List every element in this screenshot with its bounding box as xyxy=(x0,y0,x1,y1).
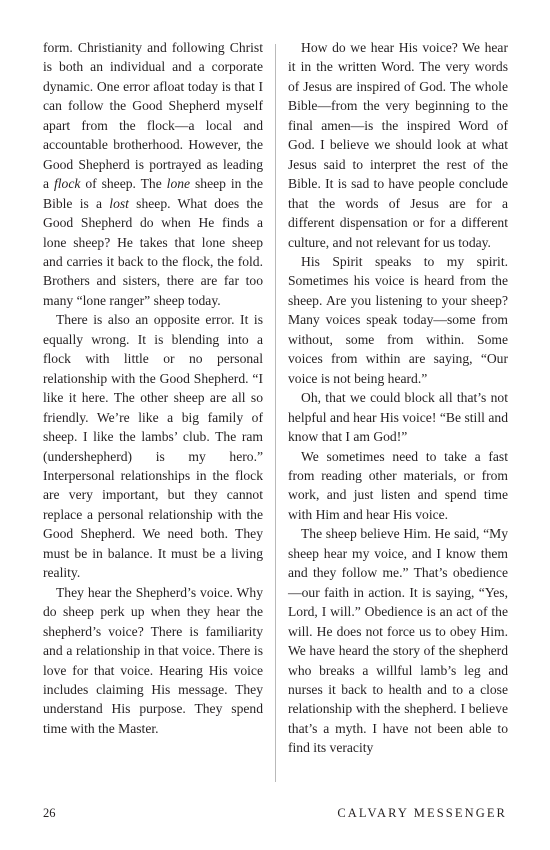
paragraph: They hear the Shepherd’s voice. Why do sheep perk up when they hear the shepherd’s voice? There is familiarity and a relationship in that voice. There is love for that voice. Hearing His voice includes claiming His message. They understand His purpose. They spend time with the Master. xyxy=(43,584,263,736)
paragraph: How do we hear His voice? We hear it in the written Word. The very words of Jesus are inspired of God. The whole Bible—from the very beginning to the final amen—is the inspired Word of God. I believe we should look at what Jesus said to interpret the rest of the Bible. It is sad to have people conclude that the words of Jesus are for a different dispensation or for a different culture, and not relevant for us today. xyxy=(288,40,508,250)
emphasis: flock xyxy=(53,176,81,192)
publication-title: CALVARY MESSENGER xyxy=(337,806,507,820)
paragraph: The sheep believe Him. He said, “My sheep hear my voice, and I know them and they follow me.” That’s obedience—our faith in action. It is saying, “Yes, Lord, I will.” Obedience is an act of the will. He does not force us to obey Him. We have heard the story of the shepherd who breaks a willful lamb’s leg and nurses it back to health and to a close relationship with the shepherd. I believe that’s a myth. I have not been able to find its veracity xyxy=(288,526,508,756)
page-number: 26 xyxy=(43,806,56,820)
emphasis: lost xyxy=(109,195,129,211)
paragraph: Oh, that we could block all that’s not helpful and hear His voice! “Be still and know that I am God!” xyxy=(288,390,508,445)
paragraph: form. Christianity and following Christ is both an individual and a corporate dynamic. One error afloat today is that I can follow the Good Shepherd myself apart from the flock—a local and accountable brotherhood. However, the Good Shepherd is portrayed as leading a flock of sheep. The lone sheep in the Bible is a lost sheep. What does the Good Shepherd do when He finds a lone sheep? He takes that lone sheep and carries it back to the flock, the fold. Brothers and sisters, there are far too many “lone ranger” sheep today. xyxy=(43,40,263,308)
paragraph: We sometimes need to take a fast from reading other materials, or from work, and just listen and spend time with Him and hear His voice. xyxy=(288,448,508,522)
column-divider xyxy=(275,44,276,782)
left-column xyxy=(43,38,263,738)
paragraph: There is also an opposite error. It is equally wrong. It is blending into a flock with little or no personal relationship with the Good Shepherd. “I like it here. The other sheep are all so friendly. We’re like a big family of sheep. I like the lambs’ club. The ram (undershepherd) is my hero.” Interpersonal relationships in the flock are very important, but they cannot replace a personal relationship with the Good Shepherd. We need both. They must be in balance. It must be a living reality. xyxy=(43,312,263,581)
paragraph: His Spirit speaks to my spirit. Sometimes his voice is heard from the sheep. Are you listening to your sheep? Many voices speak today—some from without, some from within. Some voices from within are saying, “Our voice is not being heard.” xyxy=(288,253,508,386)
emphasis: lone xyxy=(166,176,191,192)
right-column xyxy=(288,38,508,758)
